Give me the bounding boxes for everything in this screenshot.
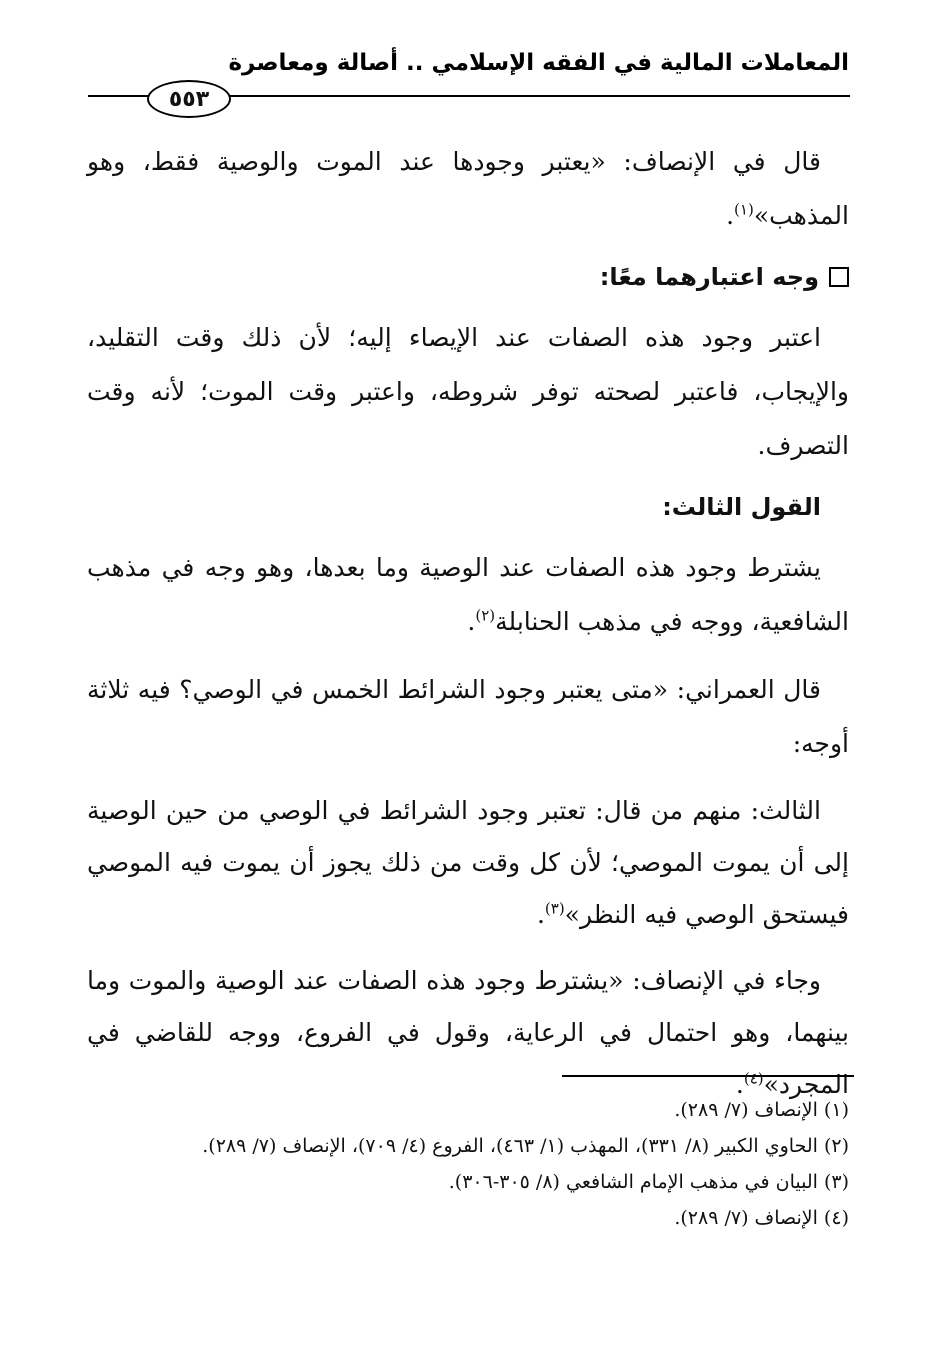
footnote-item: (١) الإنصاف (٧/ ٢٨٩). (674, 1099, 849, 1121)
section-heading-third-opinion: القول الثالث: (662, 493, 821, 521)
footnote-item: (٢) الحاوي الكبير (٨/ ٣٣١)، المهذب (١/ ٤٦٣)، الفروع (٤/ ٧٠٩)، الإنصاف (٧/ ٢٨٩). (202, 1135, 849, 1157)
footnotes-list (79, 1092, 849, 1236)
footnote-rule (562, 1075, 854, 1077)
paragraph-text: قال في الإنصاف: «يعتبر وجودها عند الموت والوصية فقط، وهو المذهب» (87, 147, 849, 230)
square-bullet-icon (829, 267, 849, 287)
paragraph-insaf-conditions: وجاء في الإنصاف: «يشترط وجود هذه الصفات عند الوصية والموت وما بينهما، وهو احتمال في الرعاية، وقول في الفروع، ووجه للقاضي في المجرد»$^{(٤)}$. (87, 966, 849, 1099)
paragraph-insaf-quote: قال في الإنصاف: «يعتبر وجودها عند الموت والوصية فقط، وهو المذهب»$^{(١)}$. (87, 147, 849, 230)
footnote-ref: (٣) (544, 899, 565, 918)
footnote-ref: (٢) (475, 606, 496, 625)
heading-text: وجه اعتبارهما معًا: (599, 263, 819, 291)
page-body (87, 135, 849, 1125)
footnote-ref: (١) (734, 200, 754, 219)
paragraph-imrani-quote: قال العمراني: «متى يعتبر وجود الشرائط الخمس في الوصي؟ فيه ثلاثة أوجه: (87, 675, 849, 758)
footnote-item: (٣) البيان في مذهب الإمام الشافعي (٨/ ٣٠٥-٣٠٦). (448, 1171, 849, 1193)
paragraph-third-opinion: يشترط وجود هذه الصفات عند الوصية وما بعدها، وهو وجه في مذهب الشافعية، ووجه في مذهب الحنابلة$^{(٢)}$. (87, 553, 849, 636)
footnote-item: (٤) الإنصاف (٧/ ٢٨٩). (674, 1207, 849, 1229)
running-header-title: المعاملات المالية في الفقه الإسلامي .. أصالة ومعاصرة (228, 50, 849, 76)
paragraph-text: الثالث: منهم من قال: تعتبر وجود الشرائط في الوصي من حين الوصية إلى أن يموت الموصي؛ لأن كل وقت من ذلك يجوز أن يموت فيه الموصي فيستحق الوصي فيه النظر» (87, 796, 849, 929)
paragraph-text: وجاء في الإنصاف: «يشترط وجود هذه الصفات عند الوصية والموت وما بينهما، وهو احتمال في الرعاية، وقول في الفروع، ووجه للقاضي في المجرد» (87, 966, 849, 1099)
footnote-ref: (٤) (743, 1069, 764, 1088)
paragraph-text: يشترط وجود هذه الصفات عند الوصية وما بعدها، وهو وجه في مذهب الشافعية، ووجه في مذهب الحنابلة (87, 553, 849, 636)
section-heading-both (87, 257, 849, 297)
paragraph-third-view: الثالث: منهم من قال: تعتبر وجود الشرائط في الوصي من حين الوصية إلى أن يموت الموصي؛ لأن كل وقت من ذلك يجوز أن يموت فيه الموصي فيستحق الوصي فيه النظر»$^{(٣)}$. (87, 796, 849, 929)
page-number: ٥٥٣ (147, 80, 231, 118)
paragraph-reasoning: اعتبر وجود هذه الصفات عند الإيصاء إليه؛ لأن ذلك وقت التقليد، والإيجاب، فاعتبر لصحته توفر شروطه، واعتبر وقت الموت؛ لأنه وقت التصرف. (87, 323, 849, 460)
